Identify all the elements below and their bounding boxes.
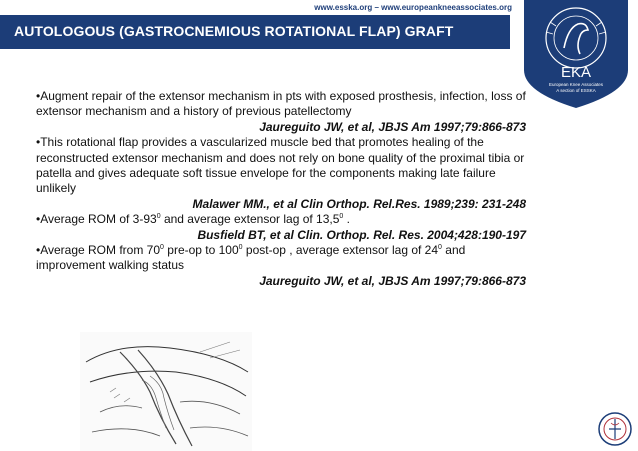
degree-sup-5: 0: [438, 244, 442, 252]
bullet-4: [36, 243, 526, 274]
slide-title: AUTOLOGOUS (GASTROCNEMIOUS ROTATIONAL FLAP) GRAFT: [14, 23, 454, 39]
bullet-1: •Augment repair of the extensor mechanism in pts with exposed prosthesis, infection, loss of extensor mechanism and a history of previous patellectomy: [36, 89, 526, 119]
bullet-4-text-1: •Average ROM from 70: [36, 243, 161, 258]
reference-2: Malawer MM., et al Clin Orthop. Rel.Res. 1989;239: 231-248: [192, 196, 526, 211]
reference-4: Jaureguito JW, et al, JBJS Am 1997;79:866-873: [259, 273, 526, 288]
reference-3: Busfield BT, et al Clin. Orthop. Rel. Res. 2004;428:190-197: [197, 227, 526, 242]
society-seal: [598, 411, 632, 447]
surgical-illustration: [80, 332, 252, 451]
bullet-4-text-3: post-op , average extensor lag of 24: [242, 243, 439, 258]
bullet-3: [36, 212, 526, 227]
bullet-3-text-1: •Average ROM of 3-93: [36, 212, 157, 227]
content: [36, 89, 526, 289]
degree-sup-1: 0: [156, 213, 161, 221]
eka-badge: [520, 0, 632, 110]
bullet-3-text-3: .: [343, 212, 350, 227]
eka-badge-icon: [520, 0, 632, 110]
society-seal-icon: [598, 411, 632, 447]
eka-line2: A section of ESSKA: [556, 88, 596, 93]
surgical-drawing-icon: [80, 332, 252, 451]
degree-sup-3: 0: [160, 244, 164, 252]
bullet-4-text-2: pre-op to 100: [163, 243, 239, 258]
title-bar: [0, 15, 510, 49]
bullet-4-text-4: and improvement walking status: [36, 243, 466, 273]
bullet-2: •This rotational flap provides a vascularized muscle bed that promotes healing of the reconstructed extensor mechanism and does not rely on bone quality of the proximal tibia or patella and gives adequate soft tissue envelope for the components making late failure unlikely: [36, 135, 525, 196]
eka-name: EKA: [560, 64, 592, 81]
header-url: www.esska.org – www.europeankneeassociates.org: [314, 3, 512, 12]
degree-sup-2: 0: [339, 213, 344, 221]
reference-1: Jaureguito JW, et al, JBJS Am 1997;79:866-873: [259, 119, 526, 134]
bullet-3-text-2: and average extensor lag of 13,5: [160, 212, 340, 227]
eka-line1: European Knee Associates: [548, 82, 604, 87]
degree-sup-4: 0: [238, 244, 243, 252]
